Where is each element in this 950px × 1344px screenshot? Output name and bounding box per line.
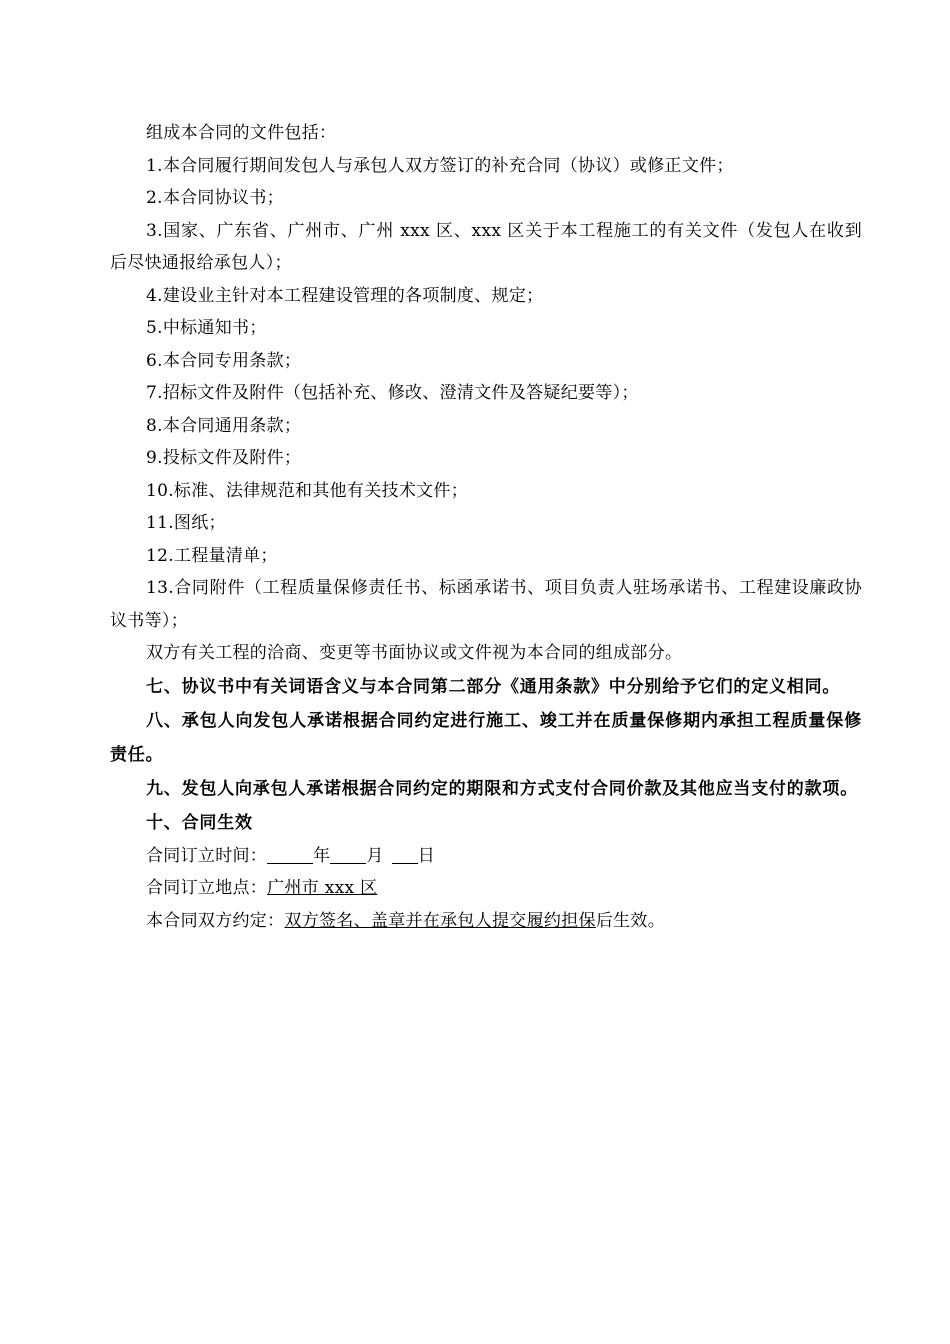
clause-nine: 九、发包人向承包人承诺根据合同约定的期限和方式支付合同价款及其他应当支付的款项。: [146, 778, 858, 799]
agreement-line: [110, 905, 862, 938]
year-label: 年: [313, 845, 331, 866]
signing-place-value: 广州市 xxx 区: [267, 878, 378, 898]
contract-documents-intro: 组成本合同的文件包括：: [146, 123, 337, 143]
signing-time-label: 合同订立时间：: [146, 845, 268, 866]
list-item: 11.图纸；: [146, 513, 226, 533]
list-item: 4.建设业主针对本工程建设管理的各项制度、规定；: [146, 285, 544, 306]
year-blank: [267, 845, 313, 864]
day-blank: [392, 845, 418, 864]
list-item: 12.工程量清单；: [146, 545, 278, 566]
signing-place-line: [110, 872, 862, 905]
agreement-value: 双方签名、盖章并在承包人提交履约担保: [284, 910, 596, 931]
list-item: 8.本合同通用条款；: [146, 415, 302, 436]
list-item: 1.本合同履行期间发包人与承包人双方签订的补充合同（协议）或修正文件；: [146, 155, 734, 176]
list-item: 6.本合同专用条款；: [146, 350, 302, 371]
clause-ten-heading: 十、合同生效: [146, 812, 253, 833]
list-item: 5.中标通知书；: [146, 318, 267, 338]
clause-seven: 七、协议书中有关词语含义与本合同第二部分《通用条款》中分别给予它们的定义相同。: [146, 676, 841, 697]
agreement-suffix: 后生效。: [595, 910, 666, 931]
signing-time-line: [110, 840, 862, 873]
month-label: 月: [366, 845, 384, 866]
list-item: 9.投标文件及附件；: [146, 448, 302, 468]
list-item: 10.标准、法律规范和其他有关技术文件；: [146, 480, 469, 501]
list-item: 2.本合同协议书；: [146, 188, 284, 208]
list-item: 3.国家、广东省、广州市、广州 xxx 区、xxx 区关于本工程施工的有关文件（发包人在收到后尽快通报给承包人）；: [110, 220, 862, 273]
document-body: [110, 117, 862, 937]
day-label: 日: [417, 845, 436, 866]
agreement-label: 本合同双方约定：: [146, 910, 285, 931]
negotiation-note: 双方有关工程的洽商、变更等书面协议或文件视为本合同的组成部分。: [146, 643, 683, 663]
month-blank: [330, 845, 366, 864]
list-item: 13.合同附件（工程质量保修责任书、标函承诺书、项目负责人驻场承诺书、工程建设廉政协议书等）；: [110, 578, 862, 631]
clause-eight: 八、承包人向发包人承诺根据合同约定进行施工、竣工并在质量保修期内承担工程质量保修责任。: [110, 710, 862, 765]
signing-place-label: 合同订立地点：: [146, 878, 268, 898]
list-item: 7.招标文件及附件（包括补充、修改、澄清文件及答疑纪要等）；: [146, 383, 639, 403]
